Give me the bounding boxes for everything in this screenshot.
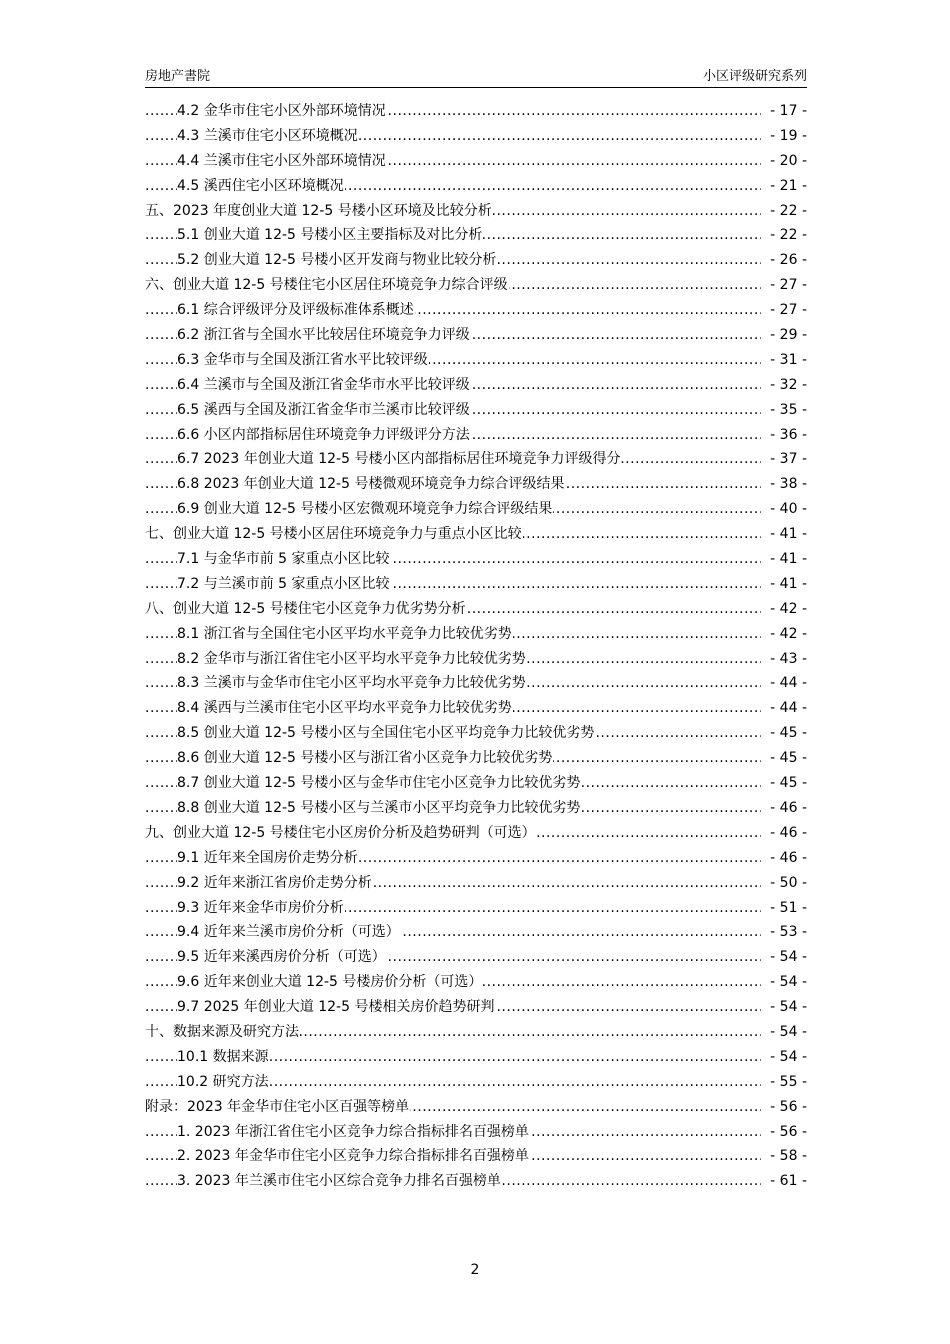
- toc-entry-page: - 46 -: [761, 821, 807, 846]
- toc-entry-label: 9.1 近年来全国房价走势分析: [177, 846, 359, 871]
- toc-entry-label: 六、创业大道 12-5 号楼住宅小区居住环境竞争力综合评级: [145, 273, 509, 298]
- toc-entry[interactable]: [145, 896, 807, 921]
- toc-entry[interactable]: [145, 348, 807, 373]
- toc-entry[interactable]: [145, 472, 807, 497]
- toc-entry-page: - 51 -: [761, 896, 807, 921]
- toc-entry[interactable]: [145, 920, 807, 945]
- toc-entry-label: 8.1 浙江省与全国住宅小区平均水平竞争力比较优劣势: [177, 622, 513, 647]
- toc-entry-page: - 27 -: [761, 273, 807, 298]
- toc-entry-label: 4.5 溪西住宅小区环境概况: [177, 174, 345, 199]
- toc-entry[interactable]: [145, 572, 807, 597]
- toc-entry-page: - 41 -: [761, 547, 807, 572]
- toc-entry[interactable]: [145, 99, 807, 124]
- toc-entry-label: 8.2 金华市与浙江省住宅小区平均水平竞争力比较优劣势: [177, 647, 527, 672]
- toc-entry[interactable]: [145, 423, 807, 448]
- toc-entry[interactable]: [145, 871, 807, 896]
- toc-entry-label: 8.3 兰溪市与金华市住宅小区平均水平竞争力比较优劣势: [177, 671, 527, 696]
- toc-entry-label: 6.8 2023 年创业大道 12-5 号楼微观环境竞争力综合评级结果: [177, 472, 565, 497]
- header-left: 房地产書院: [145, 69, 211, 84]
- toc-entry-label: 8.8 创业大道 12-5 号楼小区与兰溪市小区平均竞争力比较优劣势: [177, 796, 581, 821]
- toc-entry-page: - 55 -: [761, 1070, 807, 1095]
- toc-entry-page: - 27 -: [761, 298, 807, 323]
- toc-entry-page: - 43 -: [761, 647, 807, 672]
- table-of-contents: [145, 99, 807, 1194]
- toc-entry-page: - 58 -: [761, 1144, 807, 1169]
- toc-entry[interactable]: [145, 1045, 807, 1070]
- toc-entry[interactable]: [145, 746, 807, 771]
- toc-entry[interactable]: [145, 1095, 807, 1120]
- toc-entry-label: 7.1 与金华市前 5 家重点小区比较: [177, 547, 391, 572]
- toc-entry[interactable]: [145, 223, 807, 248]
- toc-entry[interactable]: [145, 846, 807, 871]
- toc-entry-page: - 19 -: [761, 124, 807, 149]
- page-header: [145, 66, 807, 88]
- toc-entry[interactable]: [145, 995, 807, 1020]
- toc-entry[interactable]: [145, 273, 807, 298]
- toc-entry[interactable]: [145, 199, 807, 224]
- toc-entry-label: 10.2 研究方法: [177, 1070, 270, 1095]
- toc-entry-label: 10.1 数据来源: [177, 1045, 270, 1070]
- toc-entry-page: - 61 -: [761, 1169, 807, 1194]
- toc-entry-label: 七、创业大道 12-5 号楼小区居住环境竞争力与重点小区比较: [145, 522, 523, 547]
- toc-entry[interactable]: [145, 149, 807, 174]
- toc-entry[interactable]: [145, 547, 807, 572]
- toc-entry-label: 5.2 创业大道 12-5 号楼小区开发商与物业比较分析: [177, 248, 497, 273]
- toc-entry[interactable]: [145, 821, 807, 846]
- toc-entry-label: 6.4 兰溪市与全国及浙江省金华市水平比较评级: [177, 373, 471, 398]
- toc-entry[interactable]: [145, 597, 807, 622]
- toc-entry-page: - 46 -: [761, 846, 807, 871]
- toc-entry-page: - 54 -: [761, 1045, 807, 1070]
- toc-entry-label: 8.5 创业大道 12-5 号楼小区与全国住宅小区平均竞争力比较优劣势: [177, 721, 595, 746]
- toc-entry-page: - 45 -: [761, 721, 807, 746]
- toc-entry-page: - 41 -: [761, 522, 807, 547]
- toc-entry-page: - 50 -: [761, 871, 807, 896]
- toc-entry-label: 3. 2023 年兰溪市住宅小区综合竞争力排名百强榜单: [177, 1169, 502, 1194]
- toc-entry[interactable]: [145, 124, 807, 149]
- toc-entry-label: 6.6 小区内部指标居住环境竞争力评级评分方法: [177, 423, 471, 448]
- toc-entry-page: - 56 -: [761, 1095, 807, 1120]
- toc-entry[interactable]: [145, 298, 807, 323]
- toc-entry-page: - 26 -: [761, 248, 807, 273]
- toc-entry[interactable]: [145, 373, 807, 398]
- toc-entry-page: - 35 -: [761, 398, 807, 423]
- toc-entry[interactable]: [145, 522, 807, 547]
- toc-entry-page: - 17 -: [761, 99, 807, 124]
- toc-entry[interactable]: [145, 622, 807, 647]
- toc-entry[interactable]: [145, 1020, 807, 1045]
- toc-entry-page: - 54 -: [761, 945, 807, 970]
- toc-entry-label: 9.6 近年来创业大道 12-5 号楼房价分析（可选）: [177, 970, 483, 995]
- toc-entry-label: 4.2 金华市住宅小区外部环境情况: [177, 99, 387, 124]
- toc-entry-page: - 22 -: [761, 223, 807, 248]
- toc-entry-page: - 42 -: [761, 622, 807, 647]
- toc-entry-label: 9.3 近年来金华市房价分析: [177, 896, 345, 921]
- toc-entry-page: - 32 -: [761, 373, 807, 398]
- toc-entry-label: 4.3 兰溪市住宅小区环境概况: [177, 124, 359, 149]
- toc-entry-label: 6.9 创业大道 12-5 号楼小区宏微观环境竞争力综合评级结果: [177, 497, 553, 522]
- toc-entry-page: - 54 -: [761, 1020, 807, 1045]
- toc-entry-page: - 37 -: [761, 447, 807, 472]
- toc-entry-label: 8.6 创业大道 12-5 号楼小区与浙江省小区竞争力比较优劣势: [177, 746, 553, 771]
- header-right: 小区评级研究系列: [702, 69, 807, 84]
- toc-entry-page: - 22 -: [761, 199, 807, 224]
- toc-entry[interactable]: [145, 671, 807, 696]
- toc-entry[interactable]: [145, 970, 807, 995]
- toc-entry-label: 九、创业大道 12-5 号楼住宅小区房价分析及趋势研判（可选）: [145, 821, 537, 846]
- toc-entry-page: - 29 -: [761, 323, 807, 348]
- toc-entry-label: 5.1 创业大道 12-5 号楼小区主要指标及对比分析: [177, 223, 483, 248]
- toc-entry-label: 附录：2023 年金华市住宅小区百强等榜单: [145, 1095, 410, 1120]
- toc-entry-label: 6.7 2023 年创业大道 12-5 号楼小区内部指标居住环境竞争力评级得分: [177, 447, 621, 472]
- toc-entry-label: 6.1 综合评级评分及评级标准体系概述: [177, 298, 415, 323]
- toc-entry-label: 6.2 浙江省与全国水平比较居住环境竞争力评级: [177, 323, 471, 348]
- toc-entry-page: - 45 -: [761, 746, 807, 771]
- toc-entry[interactable]: [145, 721, 807, 746]
- toc-entry-page: - 45 -: [761, 771, 807, 796]
- toc-entry-page: - 53 -: [761, 920, 807, 945]
- toc-entry-page: - 54 -: [761, 995, 807, 1020]
- toc-entry-label: 6.3 金华市与全国及浙江省水平比较评级: [177, 348, 429, 373]
- toc-entry[interactable]: [145, 174, 807, 199]
- toc-entry-label: 6.5 溪西与全国及浙江省金华市兰溪市比较评级: [177, 398, 471, 423]
- toc-entry[interactable]: [145, 497, 807, 522]
- toc-entry-page: - 56 -: [761, 1120, 807, 1145]
- toc-entry-label: 8.7 创业大道 12-5 号楼小区与金华市住宅小区竞争力比较优劣势: [177, 771, 581, 796]
- toc-entry-page: - 20 -: [761, 149, 807, 174]
- toc-entry[interactable]: [145, 1120, 807, 1145]
- toc-entry[interactable]: [145, 696, 807, 721]
- toc-entry[interactable]: [145, 771, 807, 796]
- toc-entry[interactable]: [145, 398, 807, 423]
- page-number: 2: [470, 1262, 480, 1278]
- toc-entry-page: - 46 -: [761, 796, 807, 821]
- toc-entry-page: - 41 -: [761, 572, 807, 597]
- toc-entry-page: - 31 -: [761, 348, 807, 373]
- toc-entry[interactable]: [145, 323, 807, 348]
- toc-entry[interactable]: [145, 1144, 807, 1169]
- toc-entry-page: - 44 -: [761, 671, 807, 696]
- toc-entry-page: - 42 -: [761, 597, 807, 622]
- toc-entry-page: - 21 -: [761, 174, 807, 199]
- toc-entry-page: - 36 -: [761, 423, 807, 448]
- toc-entry-label: 4.4 兰溪市住宅小区外部环境情况: [177, 149, 387, 174]
- toc-entry-label: 2. 2023 年金华市住宅小区竞争力综合指标排名百强榜单: [177, 1144, 530, 1169]
- toc-entry[interactable]: [145, 248, 807, 273]
- toc-entry[interactable]: [145, 945, 807, 970]
- toc-entry-label: 7.2 与兰溪市前 5 家重点小区比较: [177, 572, 391, 597]
- toc-entry-page: - 38 -: [761, 472, 807, 497]
- toc-entry-label: 9.4 近年来兰溪市房价分析（可选）: [177, 920, 401, 945]
- toc-entry[interactable]: [145, 1169, 807, 1194]
- toc-entry[interactable]: [145, 647, 807, 672]
- toc-entry-label: 9.2 近年来浙江省房价走势分析: [177, 871, 373, 896]
- toc-entry-label: 9.7 2025 年创业大道 12-5 号楼相关房价趋势研判: [177, 995, 495, 1020]
- toc-entry-label: 8.4 溪西与兰溪市住宅小区平均水平竞争力比较优劣势: [177, 696, 513, 721]
- toc-entry-label: 八、创业大道 12-5 号楼住宅小区竞争力优劣势分析: [145, 597, 467, 622]
- toc-entry[interactable]: [145, 1070, 807, 1095]
- toc-entry-label: 1. 2023 年浙江省住宅小区竞争力综合指标排名百强榜单: [177, 1120, 530, 1145]
- toc-entry-page: - 40 -: [761, 497, 807, 522]
- toc-entry-page: - 44 -: [761, 696, 807, 721]
- toc-entry-label: 9.5 近年来溪西房价分析（可选）: [177, 945, 387, 970]
- toc-entry[interactable]: [145, 796, 807, 821]
- toc-entry-page: - 54 -: [761, 970, 807, 995]
- toc-entry[interactable]: [145, 447, 807, 472]
- toc-entry-label: 十、数据来源及研究方法: [145, 1020, 300, 1045]
- toc-entry-label: 五、2023 年度创业大道 12-5 号楼小区环境及比较分析: [145, 199, 493, 224]
